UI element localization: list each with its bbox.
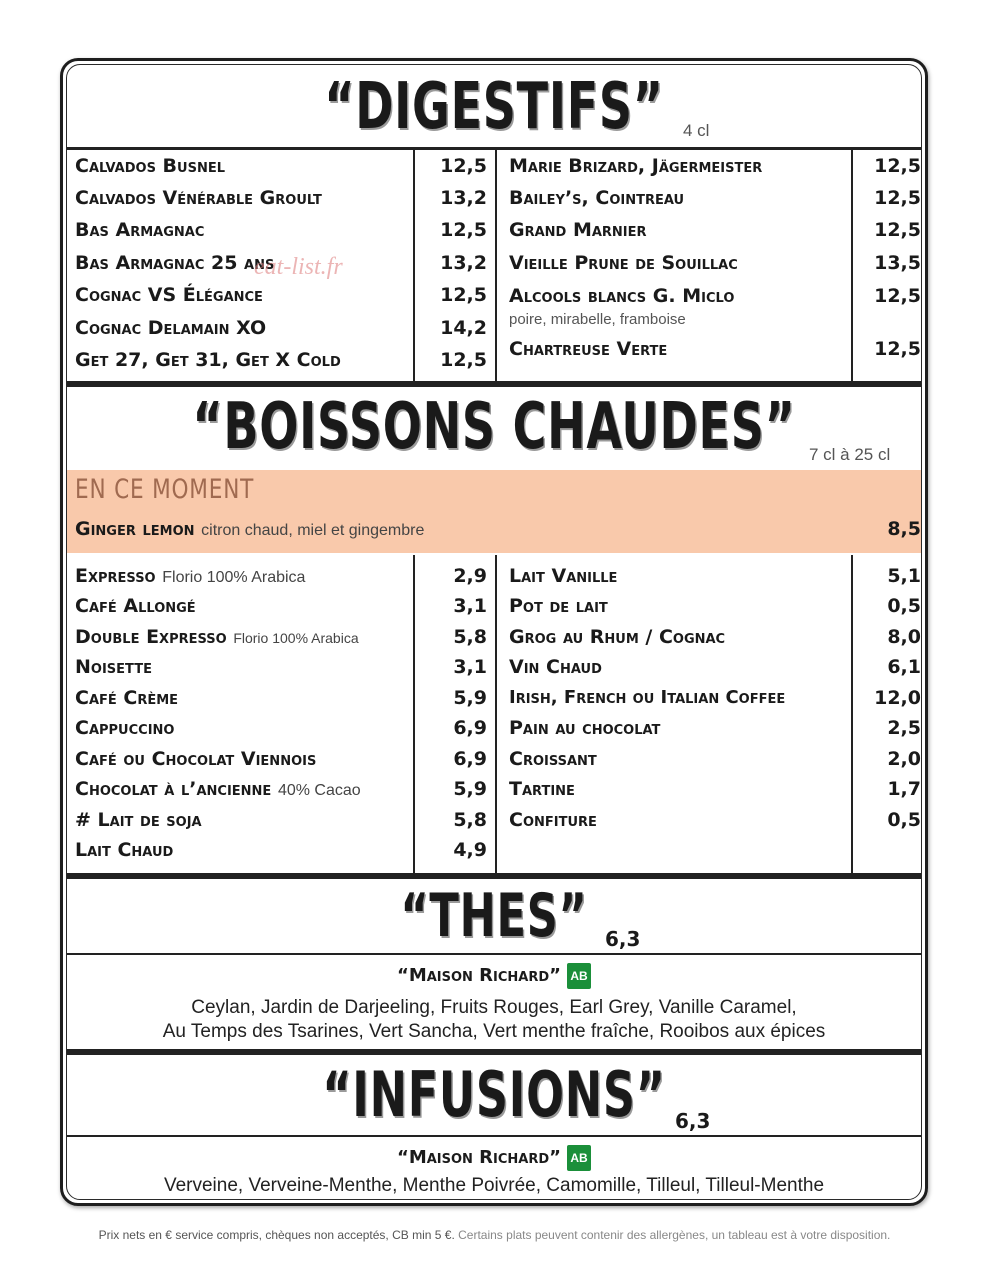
thes-list-line-1: Ceylan, Jardin de Darjeeling, Fruits Rouges, Earl Grey, Vanille Caramel, <box>191 997 797 1018</box>
chaude-item-name: Noisette <box>75 656 152 678</box>
chaude-item <box>75 748 316 770</box>
digestif-price: 12,5 <box>874 155 921 177</box>
chaude-price: 1,7 <box>887 778 921 800</box>
chaude-price: 8,0 <box>887 626 921 648</box>
moment-item-desc: citron chaud, miel et gingembre <box>201 522 425 539</box>
moment-item-price: 8,5 <box>887 518 921 540</box>
infusions-brand-name: “Maison Richard” <box>396 1147 561 1168</box>
chaude-item: Tartine <box>509 778 575 800</box>
chaude-price: 2,9 <box>453 565 487 587</box>
chaude-price: 2,5 <box>887 717 921 739</box>
infusions-brand <box>67 1145 921 1171</box>
chaude-item: Pot de lait <box>509 595 608 617</box>
infusions-title: “INFUSIONS” <box>322 1058 666 1131</box>
digestif-item: Marie Brizard, Jägermeister <box>509 155 763 177</box>
digestif-item: Grand Marnier <box>509 219 647 241</box>
digestif-price: 12,5 <box>874 187 921 209</box>
chaude-item <box>75 626 359 648</box>
thes-brand-name: “Maison Richard” <box>396 965 561 986</box>
chaude-item: Grog au Rhum / Cognac <box>509 626 726 648</box>
thes-divider <box>67 953 921 955</box>
digestif-item: Calvados Vénérable Groult <box>75 187 322 209</box>
chaude-item <box>75 687 178 709</box>
chaude-item <box>75 809 202 831</box>
ab-organic-icon: AB <box>567 963 591 989</box>
digestifs-col-line-2 <box>495 149 497 382</box>
thes-bottom-divider <box>67 1049 921 1055</box>
menu-frame <box>60 58 928 1206</box>
digestif-price: 13,2 <box>440 252 487 274</box>
chaude-price: 3,1 <box>453 656 487 678</box>
chaude-item: Croissant <box>509 748 597 770</box>
chaude-item-name: Cappuccino <box>75 717 175 739</box>
ab-organic-icon: AB <box>567 1145 591 1171</box>
chaude-item-desc: Florio 100% Arabica <box>233 630 359 646</box>
chaude-item: Irish, French ou Italian Coffee <box>509 687 786 708</box>
digestif-item: Calvados Busnel <box>75 155 226 177</box>
chaude-item: Vin Chaud <box>509 656 602 678</box>
chaudes-col-line-2 <box>495 555 497 873</box>
chaude-item <box>75 565 305 587</box>
digestif-price: 14,2 <box>440 317 487 339</box>
chaude-item <box>75 595 196 617</box>
digestif-item: Alcools blancs G. Miclo <box>509 285 735 307</box>
infusions-divider <box>67 1135 921 1137</box>
chaude-price: 12,0 <box>874 687 921 709</box>
digestif-item: Get 27, Get 31, Get X Cold <box>75 349 341 371</box>
digestif-item: Cognac VS Élégance <box>75 284 263 306</box>
digestif-item: Bas Armagnac 25 ans <box>75 252 275 274</box>
chaude-item-name: Café Allongé <box>75 595 196 617</box>
en-ce-moment-panel <box>67 470 921 553</box>
chaude-item-desc: Florio 100% Arabica <box>162 569 306 586</box>
thes-brand <box>67 963 921 989</box>
digestif-price: 13,5 <box>874 252 921 274</box>
chaude-price: 6,1 <box>887 656 921 678</box>
boissons-chaudes-title: “BOISSONS CHAUDES” <box>192 390 796 464</box>
chaudes-col-line-3 <box>851 555 853 873</box>
digestif-price: 12,5 <box>440 284 487 306</box>
chaudes-col-line-1 <box>413 555 415 873</box>
digestif-subtext: poire, mirabelle, framboise <box>509 311 686 328</box>
chaude-item: Confiture <box>509 809 597 831</box>
watermark-text: eat-list.fr <box>254 254 343 280</box>
digestif-item: Bas Armagnac <box>75 219 205 241</box>
infusions-price: 6,3 <box>675 1109 711 1133</box>
chaude-price: 5,9 <box>453 687 487 709</box>
footer-note <box>0 1228 989 1242</box>
chaude-price: 4,9 <box>453 839 487 861</box>
chaude-item-name: Café Crème <box>75 687 179 709</box>
chaude-price: 5,8 <box>453 626 487 648</box>
digestifs-col-line-1 <box>413 149 415 382</box>
digestif-item: Vieille Prune de Souillac <box>509 252 738 274</box>
digestif-price: 12,5 <box>874 285 921 307</box>
footer-allergens: Certains plats peuvent contenir des allergènes, un tableau est à votre disposition. <box>458 1228 891 1242</box>
digestifs-unit: 4 cl <box>683 121 710 140</box>
chaude-price: 3,1 <box>453 595 487 617</box>
chaude-price: 6,9 <box>453 717 487 739</box>
chaude-price: 0,5 <box>887 595 921 617</box>
boissons-chaudes-unit: 7 cl à 25 cl <box>809 445 891 464</box>
chaudes-bottom-divider <box>67 873 921 879</box>
digestif-item: Cognac Delamain XO <box>75 317 267 339</box>
chaude-price: 0,5 <box>887 809 921 831</box>
chaude-price: 6,9 <box>453 748 487 770</box>
thes-price: 6,3 <box>605 927 641 951</box>
digestif-item: Bailey’s, Cointreau <box>509 187 685 209</box>
footer-main: Prix nets en € service compris, chèques non acceptés, CB min 5 €. <box>98 1228 455 1242</box>
chaude-price: 5,9 <box>453 778 487 800</box>
digestif-price: 12,5 <box>874 219 921 241</box>
chaude-item-name: Double Expresso <box>75 626 227 648</box>
chaude-item <box>75 717 174 739</box>
thes-list-line-2: Au Temps des Tsarines, Vert Sancha, Vert menthe fraîche, Rooibos aux épices <box>162 1021 826 1042</box>
digestifs-bottom-divider <box>67 381 921 387</box>
digestifs-title: “DIGESTIFS” <box>324 70 664 144</box>
chaude-item: Lait Vanille <box>509 565 618 587</box>
chaude-item-desc: 40% Cacao <box>277 782 361 799</box>
digestifs-col-line-3 <box>851 149 853 382</box>
chaude-item-name: Lait Chaud <box>75 839 174 861</box>
menu-inner <box>66 64 922 1200</box>
digestif-price: 12,5 <box>440 155 487 177</box>
chaude-price: 2,0 <box>887 748 921 770</box>
thes-title: “THES” <box>400 881 588 951</box>
chaude-item <box>75 839 173 861</box>
digestif-price: 12,5 <box>440 219 487 241</box>
digestif-price: 13,2 <box>440 187 487 209</box>
infusions-list-line-1: Verveine, Verveine-Menthe, Menthe Poivrée, Camomille, Tilleul, Tilleul-Menthe <box>163 1175 825 1196</box>
digestif-price: 12,5 <box>440 349 487 371</box>
chaude-price: 5,8 <box>453 809 487 831</box>
chaude-item-name: # Lait de soja <box>75 809 202 831</box>
chaude-item <box>75 778 361 800</box>
chaude-item-name: Expresso <box>75 565 156 587</box>
digestif-price: 12,5 <box>874 338 921 360</box>
chaude-item-name: Chocolat à l’ancienne <box>75 778 272 800</box>
en-ce-moment-title: EN CE MOMENT <box>75 474 255 505</box>
moment-item-name: Ginger lemon <box>75 518 195 540</box>
chaude-item-name: Café ou Chocolat Viennois <box>75 748 317 770</box>
digestif-item: Chartreuse Verte <box>509 338 668 360</box>
digestifs-divider <box>67 147 921 150</box>
chaude-item: Pain au chocolat <box>509 717 661 739</box>
chaude-item <box>75 656 152 678</box>
chaude-price: 5,1 <box>887 565 921 587</box>
moment-item <box>75 518 424 540</box>
